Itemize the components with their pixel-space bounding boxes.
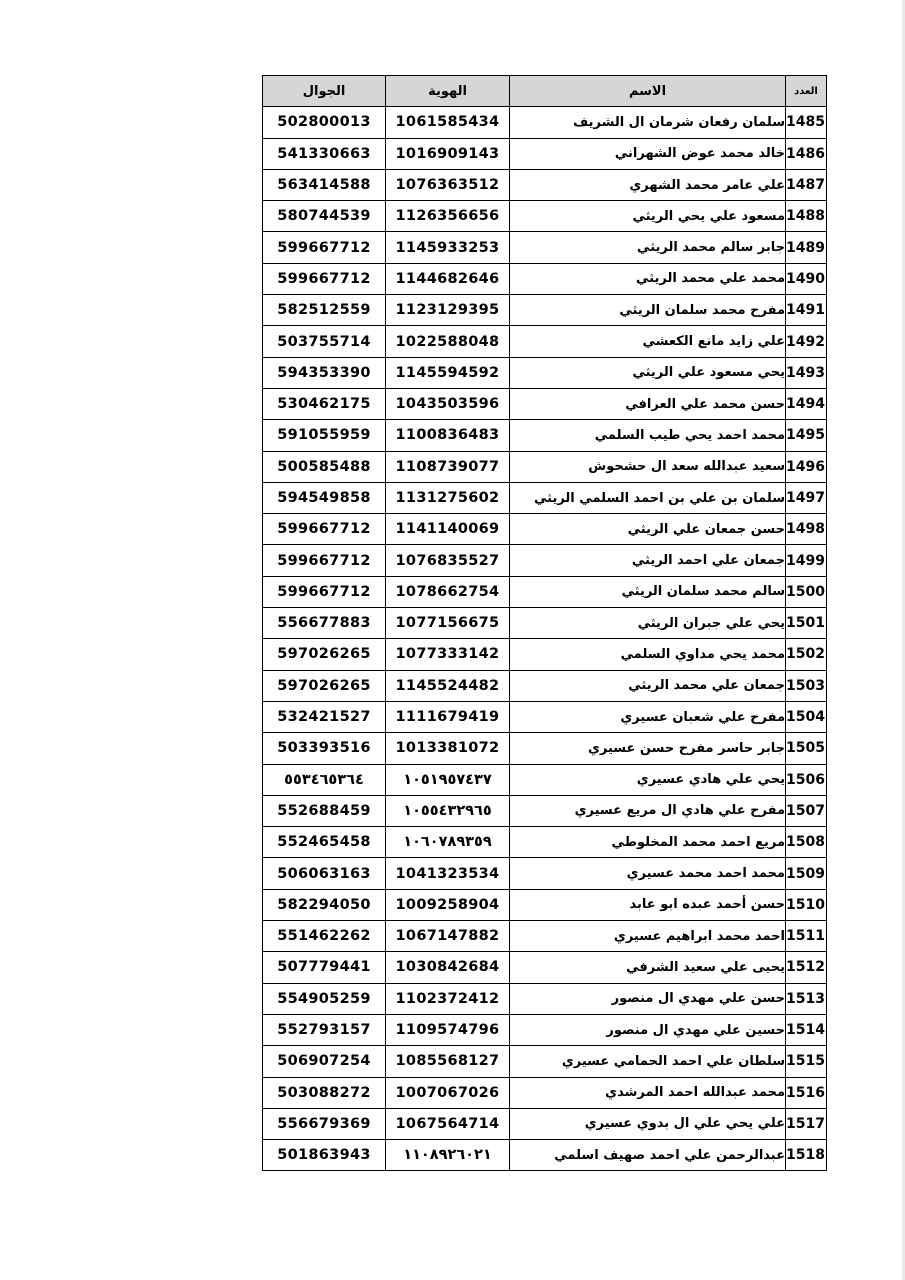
- phone-cell: 556677883: [263, 608, 386, 639]
- id-cell: 1067564714: [386, 1108, 510, 1139]
- phone-cell: 507779441: [263, 952, 386, 983]
- name-cell: علي عامر محمد الشهري: [510, 169, 786, 200]
- number-cell: 1503: [786, 670, 827, 701]
- header-phone: الجوال: [263, 76, 386, 107]
- number-cell: 1509: [786, 858, 827, 889]
- phone-cell: 503393516: [263, 733, 386, 764]
- name-cell: يحي علي هادي عسيري: [510, 764, 786, 795]
- phone-cell: 541330663: [263, 138, 386, 169]
- table-row: [263, 232, 827, 263]
- name-cell: حسين علي مهدي ال منصور: [510, 1014, 786, 1045]
- table-row: [263, 639, 827, 670]
- name-cell: مسعود علي يحي الريثي: [510, 201, 786, 232]
- id-cell: 1030842684: [386, 952, 510, 983]
- phone-cell: 503088272: [263, 1077, 386, 1108]
- id-cell: ١٠٦٠٧٨٩٣٥٩: [386, 827, 510, 858]
- name-cell: احمد محمد ابراهيم عسيري: [510, 921, 786, 952]
- name-cell: يحيى علي سعيد الشرفي: [510, 952, 786, 983]
- id-cell: 1009258904: [386, 889, 510, 920]
- number-cell: 1506: [786, 764, 827, 795]
- table-row: [263, 670, 827, 701]
- number-cell: 1498: [786, 514, 827, 545]
- name-cell: حسن علي مهدي ال منصور: [510, 983, 786, 1014]
- id-cell: 1077333142: [386, 639, 510, 670]
- table-row: [263, 545, 827, 576]
- phone-cell: 599667712: [263, 263, 386, 294]
- name-cell: خالد محمد عوض الشهراني: [510, 138, 786, 169]
- table-row: [263, 263, 827, 294]
- table-row: [263, 107, 827, 138]
- table-row: [263, 889, 827, 920]
- id-cell: 1111679419: [386, 701, 510, 732]
- number-cell: 1491: [786, 295, 827, 326]
- phone-cell: 532421527: [263, 701, 386, 732]
- table-row: [263, 795, 827, 826]
- name-cell: محمد يحي مداوي السلمي: [510, 639, 786, 670]
- phone-cell: 563414588: [263, 169, 386, 200]
- name-cell: سلمان رفعان شرمان ال الشريف: [510, 107, 786, 138]
- name-cell: مفرح محمد سلمان الريثي: [510, 295, 786, 326]
- number-cell: 1514: [786, 1014, 827, 1045]
- name-cell: عبدالرحمن علي احمد صهيف اسلمي: [510, 1140, 786, 1171]
- id-cell: 1145933253: [386, 232, 510, 263]
- id-cell: 1102372412: [386, 983, 510, 1014]
- id-cell: 1041323534: [386, 858, 510, 889]
- number-cell: 1501: [786, 608, 827, 639]
- table-row: [263, 169, 827, 200]
- name-cell: يحي علي جبران الريثي: [510, 608, 786, 639]
- number-cell: 1513: [786, 983, 827, 1014]
- phone-cell: 597026265: [263, 639, 386, 670]
- name-cell: محمد احمد محمد عسيري: [510, 858, 786, 889]
- number-cell: 1505: [786, 733, 827, 764]
- phone-cell: 599667712: [263, 514, 386, 545]
- name-cell: يحي مسعود علي الريثي: [510, 357, 786, 388]
- id-cell: ١٠٥١٩٥٧٤٣٧: [386, 764, 510, 795]
- phone-cell: 502800013: [263, 107, 386, 138]
- table-row: [263, 138, 827, 169]
- name-cell: مفرح علي هادي ال مريع عسيري: [510, 795, 786, 826]
- number-cell: 1511: [786, 921, 827, 952]
- phone-cell: 506907254: [263, 1046, 386, 1077]
- number-cell: 1510: [786, 889, 827, 920]
- phone-cell: 530462175: [263, 388, 386, 419]
- phone-cell: 594549858: [263, 482, 386, 513]
- table-row: [263, 1140, 827, 1171]
- id-cell: 1007067026: [386, 1077, 510, 1108]
- id-cell: ١١٠٨٩٢٦٠٢١: [386, 1140, 510, 1171]
- phone-cell: 500585488: [263, 451, 386, 482]
- name-cell: جمعان علي محمد الريثي: [510, 670, 786, 701]
- number-cell: 1504: [786, 701, 827, 732]
- table-row: [263, 1077, 827, 1108]
- number-cell: 1487: [786, 169, 827, 200]
- roster-table: [262, 75, 827, 1171]
- table-row: [263, 733, 827, 764]
- number-cell: 1489: [786, 232, 827, 263]
- number-cell: 1490: [786, 263, 827, 294]
- id-cell: 1013381072: [386, 733, 510, 764]
- phone-cell: 552793157: [263, 1014, 386, 1045]
- id-cell: 1109574796: [386, 1014, 510, 1045]
- id-cell: 1016909143: [386, 138, 510, 169]
- name-cell: سلمان بن علي بن احمد السلمي الريثي: [510, 482, 786, 513]
- number-cell: 1497: [786, 482, 827, 513]
- id-cell: 1131275602: [386, 482, 510, 513]
- number-cell: 1512: [786, 952, 827, 983]
- id-cell: 1100836483: [386, 420, 510, 451]
- number-cell: 1485: [786, 107, 827, 138]
- phone-cell: 552465458: [263, 827, 386, 858]
- number-cell: 1516: [786, 1077, 827, 1108]
- name-cell: حسن أحمد عبده ابو عابد: [510, 889, 786, 920]
- number-cell: 1502: [786, 639, 827, 670]
- number-cell: 1517: [786, 1108, 827, 1139]
- table-row: [263, 576, 827, 607]
- header-name: الاسم: [510, 76, 786, 107]
- number-cell: 1515: [786, 1046, 827, 1077]
- table-row: [263, 326, 827, 357]
- id-cell: 1141140069: [386, 514, 510, 545]
- id-cell: 1061585434: [386, 107, 510, 138]
- id-cell: 1043503596: [386, 388, 510, 419]
- name-cell: سلطان علي احمد الحمامي عسيري: [510, 1046, 786, 1077]
- number-cell: 1495: [786, 420, 827, 451]
- id-cell: 1123129395: [386, 295, 510, 326]
- phone-cell: 554905259: [263, 983, 386, 1014]
- table-row: [263, 357, 827, 388]
- name-cell: حسن محمد علي العرافي: [510, 388, 786, 419]
- number-cell: 1507: [786, 795, 827, 826]
- number-cell: 1486: [786, 138, 827, 169]
- name-cell: مريع احمد محمد المخلوطي: [510, 827, 786, 858]
- phone-cell: 580744539: [263, 201, 386, 232]
- name-cell: علي زايد مانع الكعشي: [510, 326, 786, 357]
- number-cell: 1488: [786, 201, 827, 232]
- phone-cell: ٥٥٣٤٦٥٣٦٤: [263, 764, 386, 795]
- phone-cell: 551462262: [263, 921, 386, 952]
- table-row: [263, 701, 827, 732]
- phone-cell: 591055959: [263, 420, 386, 451]
- table-row: [263, 201, 827, 232]
- phone-cell: 599667712: [263, 576, 386, 607]
- number-cell: 1493: [786, 357, 827, 388]
- id-cell: 1108739077: [386, 451, 510, 482]
- id-cell: 1067147882: [386, 921, 510, 952]
- table-row: [263, 858, 827, 889]
- number-cell: 1492: [786, 326, 827, 357]
- name-cell: محمد احمد يحي طيب السلمي: [510, 420, 786, 451]
- phone-cell: 599667712: [263, 232, 386, 263]
- phone-cell: 552688459: [263, 795, 386, 826]
- name-cell: جابر سالم محمد الريثي: [510, 232, 786, 263]
- id-cell: 1077156675: [386, 608, 510, 639]
- number-cell: 1518: [786, 1140, 827, 1171]
- id-cell: 1145594592: [386, 357, 510, 388]
- phone-cell: 594353390: [263, 357, 386, 388]
- number-cell: 1496: [786, 451, 827, 482]
- number-cell: 1499: [786, 545, 827, 576]
- table-row: [263, 1046, 827, 1077]
- table-row: [263, 983, 827, 1014]
- table-row: [263, 1014, 827, 1045]
- id-cell: 1076363512: [386, 169, 510, 200]
- number-cell: 1508: [786, 827, 827, 858]
- id-cell: 1078662754: [386, 576, 510, 607]
- phone-cell: 501863943: [263, 1140, 386, 1171]
- phone-cell: 582512559: [263, 295, 386, 326]
- table-row: [263, 295, 827, 326]
- header-id: الهوية: [386, 76, 510, 107]
- id-cell: 1145524482: [386, 670, 510, 701]
- table-row: [263, 827, 827, 858]
- table-row: [263, 388, 827, 419]
- table-row: [263, 451, 827, 482]
- phone-cell: 599667712: [263, 545, 386, 576]
- phone-cell: 556679369: [263, 1108, 386, 1139]
- name-cell: محمد عبدالله احمد المرشدي: [510, 1077, 786, 1108]
- number-cell: 1494: [786, 388, 827, 419]
- table-row: [263, 608, 827, 639]
- table-row: [263, 764, 827, 795]
- phone-cell: 597026265: [263, 670, 386, 701]
- name-cell: حسن جمعان علي الريثي: [510, 514, 786, 545]
- name-cell: سالم محمد سلمان الريثي: [510, 576, 786, 607]
- table-row: [263, 921, 827, 952]
- header-num: العدد: [786, 76, 827, 107]
- id-cell: 1126356656: [386, 201, 510, 232]
- phone-cell: 503755714: [263, 326, 386, 357]
- name-cell: جمعان علي احمد الريثي: [510, 545, 786, 576]
- header-row: [263, 76, 827, 107]
- id-cell: 1085568127: [386, 1046, 510, 1077]
- phone-cell: 582294050: [263, 889, 386, 920]
- id-cell: 1144682646: [386, 263, 510, 294]
- table-row: [263, 952, 827, 983]
- name-cell: محمد علي محمد الريثي: [510, 263, 786, 294]
- table-row: [263, 1108, 827, 1139]
- table-row: [263, 420, 827, 451]
- number-cell: 1500: [786, 576, 827, 607]
- phone-cell: 506063163: [263, 858, 386, 889]
- name-cell: سعيد عبدالله سعد ال حشحوش: [510, 451, 786, 482]
- table-row: [263, 482, 827, 513]
- name-cell: جابر حاسر مفرح حسن عسيري: [510, 733, 786, 764]
- name-cell: علي يحي علي ال بدوي عسيري: [510, 1108, 786, 1139]
- table-row: [263, 514, 827, 545]
- name-cell: مفرح علي شعبان عسيري: [510, 701, 786, 732]
- id-cell: 1022588048: [386, 326, 510, 357]
- id-cell: ١٠٥٥٤٣٢٩٦٥: [386, 795, 510, 826]
- id-cell: 1076835527: [386, 545, 510, 576]
